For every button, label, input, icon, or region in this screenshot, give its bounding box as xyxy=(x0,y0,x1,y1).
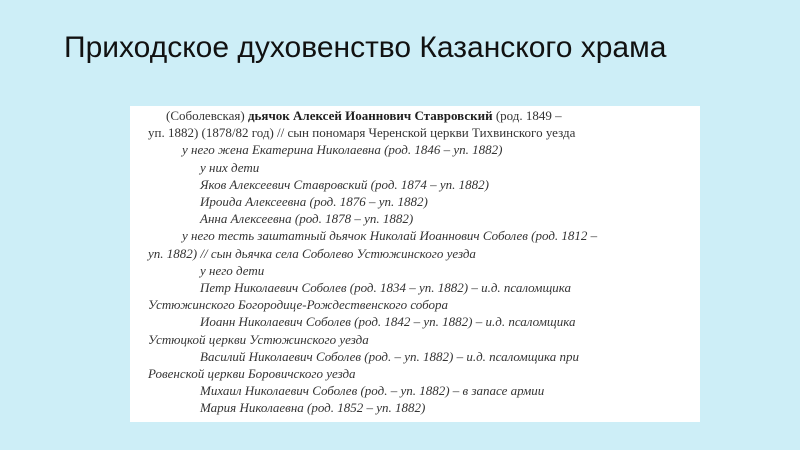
document-line-1 xyxy=(166,108,562,124)
document-line-6: Ироида Алексеевна (род. 1876 – уп. 1882) xyxy=(200,194,428,209)
document-line-11: Петр Николаевич Соболев (род. 1834 – уп. 1882) – и.д. псаломщика xyxy=(200,280,572,295)
document-line-8: у него тесть заштатный дьячок Николай Иоаннович Соболев (род. 1812 – xyxy=(182,228,598,244)
document-line-7: Анна Алексеевна (род. 1878 – уп. 1882) xyxy=(200,211,414,227)
document-line-9: уп. 1882) // сын дьячка села Соболево Устюжинского уезда xyxy=(148,245,476,261)
document-line-5: Яков Алексеевич Ставровский (род. 1874 – уп. 1882) xyxy=(200,176,489,192)
line-bold-name: дьячок Алексей Иоаннович Ставровский xyxy=(247,108,493,123)
document-line-18: Мария Николаевна (род. 1852 – уп. 1882) xyxy=(200,400,426,416)
document-line-12: Устюжинского Богородице-Рождественского собора xyxy=(148,297,448,313)
document-line-17: Михаил Николаевич Соболев (род. – уп. 1882) – в запасе армии xyxy=(200,383,545,399)
document-line-3: у него жена Екатерина Николаевна (род. 1846 – уп. 1882) xyxy=(182,142,503,158)
document-line-15: Василий Николаевич Соболев (род. – уп. 1882) – и.д. псаломщика при xyxy=(200,348,580,364)
document-line-2: уп. 1882) (1878/82 год) // сын пономаря Черенской церкви Тихвинского уезда xyxy=(148,125,576,141)
document-panel xyxy=(130,106,700,422)
document-line-14: Устюцкой церкви Устюжинского уезда xyxy=(148,331,369,347)
document-line-13: Иоанн Николаевич Соболев (род. 1842 – уп. 1882) – и.д. псаломщика xyxy=(200,314,576,330)
document-line-16: Ровенской церкви Боровичского уезда xyxy=(148,366,356,381)
line-prefix: (Соболевская) xyxy=(166,108,248,123)
document-line-4: у них дети xyxy=(200,159,260,175)
slide-title: Приходское духовенство Казанского храма xyxy=(64,31,667,64)
line-suffix: (род. 1849 – xyxy=(492,108,562,123)
document-line-10: у него дети xyxy=(200,262,265,278)
